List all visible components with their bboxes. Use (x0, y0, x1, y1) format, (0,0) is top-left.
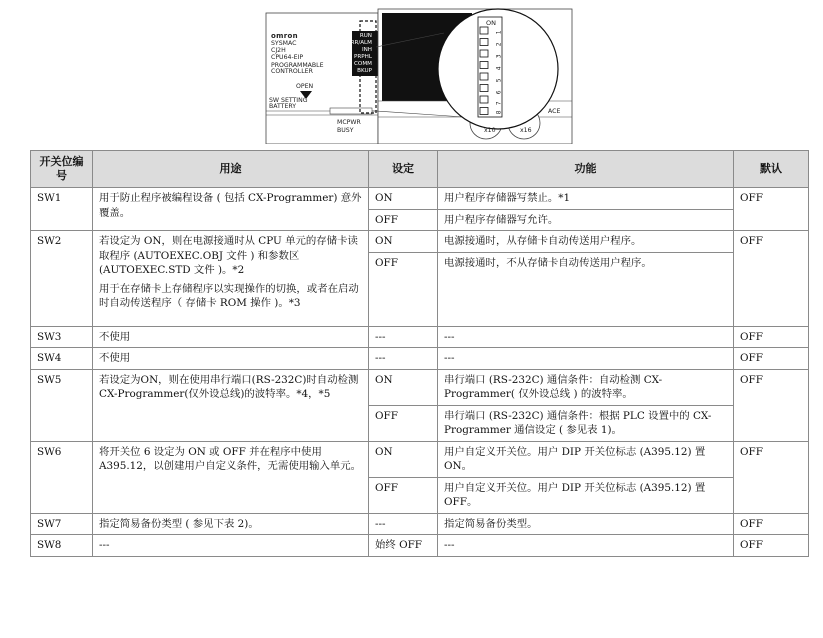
dip-lever-2 (480, 39, 488, 46)
setting-cell: ON (369, 369, 438, 405)
default-cell: OFF (734, 513, 809, 535)
function-cell: --- (438, 535, 734, 557)
purpose-cell: 不使用 (93, 348, 369, 370)
model-line-3: CPU64-EIP (271, 54, 304, 61)
function-cell: 用户程序存储器写允许。 (438, 209, 734, 231)
setting-cell: ON (369, 231, 438, 253)
purpose-cell: 将开关位 6 设定为 ON 或 OFF 并在程序中使用 A395.12，以创建用户自定义条件，无需使用输入单元。 (93, 441, 369, 513)
function-cell: 指定简易备份类型。 (438, 513, 734, 535)
port-label-x10: x10 (484, 127, 496, 134)
default-cell: OFF (734, 188, 809, 231)
table-row (31, 188, 809, 210)
function-cell: 用户自定义开关位。用户 DIP 开关位标志 (A395.12) 置 OFF。 (438, 477, 734, 513)
table-row (31, 369, 809, 405)
setting-cell: --- (369, 348, 438, 370)
default-cell: OFF (734, 441, 809, 513)
switch-id: SW4 (31, 348, 93, 370)
function-cell: 电源接通时，不从存储卡自动传送用户程序。 (438, 252, 734, 326)
switch-id: SW1 (31, 188, 93, 231)
switch-id: SW5 (31, 369, 93, 441)
indicator-run: RUN (359, 33, 372, 39)
header-switch-no-text: 开关位编号 (39, 155, 84, 182)
dip-number-1: 1 (495, 30, 503, 35)
setting-cell: OFF (369, 209, 438, 231)
dip-number-8: 8 (495, 110, 503, 115)
sw-setting-label: SW SETTING (269, 97, 308, 104)
indicator-inh: INH (361, 47, 372, 53)
dip-lever-3 (480, 50, 488, 57)
brand-logo: omron (271, 32, 298, 40)
header-setting: 设定 (369, 151, 438, 188)
dip-lever-4 (480, 62, 488, 69)
purpose-text: 若设定为 ON，则在电源接通时从 CPU 单元的存储卡读取程序 (AUTOEXEC.OBJ 文件 ) 和参数区 (AUTOEXEC.STD 文件 )。*2 (99, 235, 358, 276)
function-cell: 电源接通时，从存储卡自动传送用户程序。 (438, 231, 734, 253)
model-line-2: CJ2H (271, 47, 286, 54)
indicator-bkup: BKUP (357, 68, 372, 74)
function-cell: 串行端口 (RS-232C) 通信条件：根据 PLC 设置中的 CX-Programmer 通信设定 ( 参见表 1)。 (438, 405, 734, 441)
dip-number-6: 6 (495, 90, 503, 95)
header-switch-no (31, 151, 93, 188)
switch-id: SW7 (31, 513, 93, 535)
setting-cell: 始终 OFF (369, 535, 438, 557)
table-header-row (31, 151, 809, 188)
cpu-unit-illustration (264, 7, 574, 144)
dip-number-5: 5 (495, 78, 503, 83)
switch-id: SW8 (31, 535, 93, 557)
switch-id: SW6 (31, 441, 93, 513)
purpose-text-extra: 用于在存储卡上存储程序以实现操作的切换，或者在启动时自动传送程序（ 存储卡 ROM 操作 )。*3 (99, 282, 359, 309)
header-function: 功能 (438, 151, 734, 188)
dip-on-label: ON (486, 19, 496, 27)
purpose-cell: 指定简易备份类型 ( 参见下表 2)。 (93, 513, 369, 535)
purpose-cell: 不使用 (93, 326, 369, 348)
header-default: 默认 (734, 151, 809, 188)
setting-cell: --- (369, 326, 438, 348)
function-cell: 用户自定义开关位。用户 DIP 开关位标志 (A395.12) 置 ON。 (438, 441, 734, 477)
indicator-prphl: PRPHL (354, 54, 372, 60)
function-cell: 串行端口 (RS-232C) 通信条件：自动检测 CX-Programmer( 仅外设总线 ) 的波特率。 (438, 369, 734, 405)
port-label-x16: x16 (520, 127, 532, 134)
switch-id: SW3 (31, 326, 93, 348)
default-cell: OFF (734, 535, 809, 557)
model-line-4: PROGRAMMABLE (271, 62, 324, 69)
function-cell: --- (438, 326, 734, 348)
purpose-cell: 用于防止程序被编程设备 ( 包括 CX-Programmer) 意外覆盖。 (93, 188, 369, 231)
switch-id: SW2 (31, 231, 93, 327)
setting-cell: OFF (369, 477, 438, 513)
table-row (31, 231, 809, 253)
default-cell: OFF (734, 326, 809, 348)
function-cell: 用户程序存储器写禁止。*1 (438, 188, 734, 210)
dip-lever-6 (480, 85, 488, 92)
mcpwr-label: MCPWR (337, 119, 361, 126)
dip-lever-7 (480, 96, 488, 103)
table-row (31, 513, 809, 535)
dip-lever-1 (480, 27, 488, 34)
header-purpose: 用途 (93, 151, 369, 188)
model-line-5: CONTROLLER (271, 68, 313, 75)
dip-lever-8 (480, 108, 488, 115)
table-row (31, 326, 809, 348)
busy-label: BUSY (337, 127, 354, 134)
purpose-cell (93, 231, 369, 327)
default-cell: OFF (734, 231, 809, 327)
setting-cell: ON (369, 188, 438, 210)
dip-switch-table (30, 150, 809, 557)
dip-number-3: 3 (495, 54, 503, 59)
open-label: OPEN (296, 83, 314, 90)
setting-cell: OFF (369, 405, 438, 441)
ace-label: ACE (548, 108, 561, 115)
table-row (31, 348, 809, 370)
indicator-err-alm: ERR/ALM (347, 40, 372, 46)
dip-lever-5 (480, 73, 488, 80)
function-cell: --- (438, 348, 734, 370)
table-row (31, 535, 809, 557)
purpose-cell: --- (93, 535, 369, 557)
dip-number-2: 2 (495, 42, 503, 47)
setting-cell: OFF (369, 252, 438, 326)
default-cell: OFF (734, 369, 809, 441)
setting-cell: ON (369, 441, 438, 477)
purpose-cell: 若设定为ON，则在使用串行端口(RS-232C)时自动检测CX-Programmer(仅外设总线)的波特率。*4，*5 (93, 369, 369, 441)
dip-number-7: 7 (495, 101, 503, 106)
model-line-1: SYSMAC (271, 40, 297, 47)
battery-label: BATTERY (269, 103, 297, 110)
setting-cell: --- (369, 513, 438, 535)
dip-number-4: 4 (495, 66, 503, 71)
indicator-comm: COMM (354, 61, 372, 67)
table-row (31, 441, 809, 477)
default-cell: OFF (734, 348, 809, 370)
